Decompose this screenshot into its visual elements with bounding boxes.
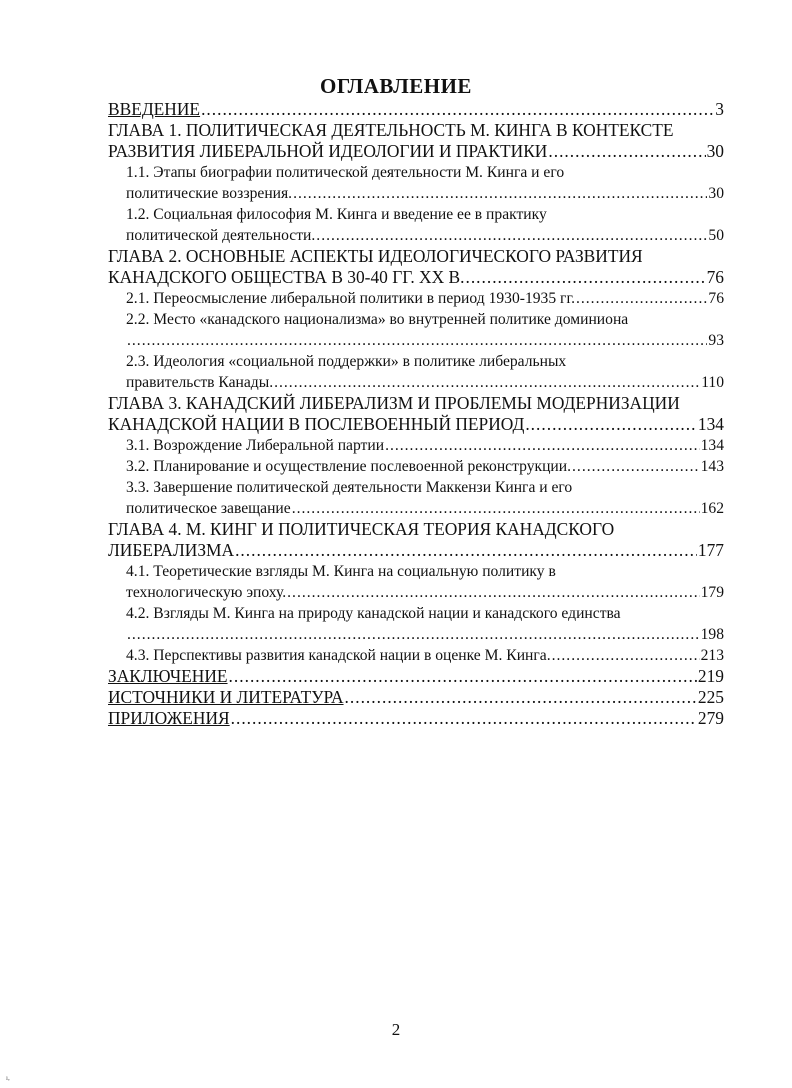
dot-leader [316, 225, 707, 246]
toc-page-number: 162 [700, 500, 724, 517]
toc-entry-title-continued: политические воззрения. [126, 185, 293, 202]
dot-leader [229, 666, 697, 687]
toc-entry-sources[interactable] [108, 687, 724, 708]
toc-line [108, 267, 724, 288]
toc-line [126, 582, 724, 603]
toc-entry-title: ГЛАВА 3. КАНАДСКИЙ ЛИБЕРАЛИЗМ И ПРОБЛЕМЫ МОДЕРНИЗАЦИИ [108, 393, 680, 413]
toc-page-number: 50 [708, 227, 724, 244]
toc-entry-title: 2.2. Место «канадского национализма» во внутренней политике доминиона [126, 311, 629, 328]
toc-line [108, 393, 724, 414]
toc-entry-chapter-3[interactable] [108, 393, 724, 435]
scan-artifact-mark: ı, [6, 1074, 10, 1082]
toc-line [126, 351, 724, 372]
toc-entry-2-1[interactable] [126, 288, 724, 309]
toc-line [126, 456, 724, 477]
toc-line [108, 414, 724, 435]
toc-entry-title: ГЛАВА 4. М. КИНГ И ПОЛИТИЧЕСКАЯ ТЕОРИЯ КАНАДСКОГО [108, 519, 615, 539]
toc-entry-4-3[interactable] [126, 645, 724, 666]
toc-page-number: 30 [708, 185, 724, 202]
dot-leader [345, 687, 697, 708]
dot-leader [287, 582, 699, 603]
toc-entry-4-2[interactable] [126, 603, 724, 645]
toc-line [108, 540, 724, 561]
toc-page-number: 198 [700, 626, 724, 643]
toc-entry-title-continued: технологическую эпоху. [126, 584, 287, 601]
toc-line [108, 99, 724, 120]
toc-line [126, 309, 724, 330]
toc-entry-1-1[interactable] [126, 162, 724, 204]
toc-line [126, 477, 724, 498]
toc-entry-title: 4.2. Взгляды М. Кинга на природу канадской нации и канадского единства [126, 605, 621, 622]
dot-leader [465, 267, 705, 288]
page-footer-number: 2 [391, 1020, 401, 1039]
toc-entry-title-continued: политическое завещание [126, 500, 291, 517]
toc-line [108, 246, 724, 267]
dot-leader [525, 414, 697, 435]
dot-leader [127, 624, 700, 645]
toc-page-number: 93 [708, 332, 724, 349]
toc-page-number: 134 [697, 414, 724, 434]
dot-leader [552, 645, 700, 666]
toc-entry-title: ВВЕДЕНИЕ [108, 99, 201, 119]
toc-line [108, 708, 724, 729]
toc-entry-title: 2.1. Переосмысление либеральной политики в период 1930-1935 гг. [126, 290, 575, 307]
toc-page-number: 76 [708, 290, 724, 307]
toc-entry-title: 3.3. Завершение политической деятельности Маккензи Кинга и его [126, 479, 573, 496]
toc-entry-title: ЗАКЛЮЧЕНИЕ [108, 666, 228, 686]
toc-entry-introduction[interactable] [108, 99, 724, 120]
toc-page-number: 179 [700, 584, 724, 601]
toc-line [126, 225, 724, 246]
toc-line [126, 603, 724, 624]
toc-line [126, 435, 724, 456]
toc-entry-chapter-4[interactable] [108, 519, 724, 561]
toc-page-number: 213 [700, 647, 724, 664]
dot-leader [292, 498, 700, 519]
toc-entry-chapter-2[interactable] [108, 246, 724, 288]
toc-entry-title-continued: КАНАДСКОГО ОБЩЕСТВА В 30-40 ГГ. XX В. [108, 267, 465, 287]
dot-leader [293, 183, 707, 204]
toc-line [108, 666, 724, 687]
toc-entry-2-2[interactable] [126, 309, 724, 351]
toc-page-number: 177 [697, 540, 724, 560]
toc-entry-title: 4.1. Теоретические взгляды М. Кинга на социальную политику в [126, 563, 556, 580]
dot-leader [235, 540, 697, 561]
toc-entry-3-1[interactable] [126, 435, 724, 456]
toc-entry-title: 3.1. Возрождение Либеральной партии [126, 437, 385, 454]
toc-line [108, 519, 724, 540]
toc-page-number: 110 [701, 374, 724, 391]
toc-entry-title-continued: правительств Канады. [126, 374, 274, 391]
toc-entry-title: 4.3. Перспективы развития канадской нации в оценке М. Кинга. [126, 647, 551, 664]
toc-entry-title: 1.2. Социальная философия М. Кинга и введение ее в практику [126, 206, 547, 223]
dot-leader [548, 141, 705, 162]
toc-entry-title: ГЛАВА 2. ОСНОВНЫЕ АСПЕКТЫ ИДЕОЛОГИЧЕСКОГО РАЗВИТИЯ [108, 246, 643, 266]
toc-entry-title-continued: ЛИБЕРАЛИЗМА [108, 540, 235, 560]
dot-leader [576, 288, 707, 309]
toc-line [126, 204, 724, 225]
toc-page-number: 279 [697, 708, 724, 728]
toc-entry-title: 3.2. Планирование и осуществление послевоенной реконструкции. [126, 458, 572, 475]
toc-line [126, 288, 724, 309]
toc-entry-title-continued: КАНАДСКОЙ НАЦИИ В ПОСЛЕВОЕННЫЙ ПЕРИОД [108, 414, 525, 434]
toc-entry-appendices[interactable] [108, 708, 724, 729]
toc-line [126, 645, 724, 666]
toc-entry-3-2[interactable] [126, 456, 724, 477]
dot-leader [231, 708, 697, 729]
page-title: ОГЛАВЛЕНИЕ [320, 74, 472, 98]
toc-page-number: 225 [697, 687, 724, 707]
toc-entry-title-continued: РАЗВИТИЯ ЛИБЕРАЛЬНОЙ ИДЕОЛОГИИ И ПРАКТИКИ [108, 141, 548, 161]
toc-page-number: 219 [697, 666, 724, 686]
toc-line [126, 183, 724, 204]
toc-entry-2-3[interactable] [126, 351, 724, 393]
toc-line [126, 624, 724, 645]
toc-line [108, 141, 724, 162]
dot-leader [385, 435, 700, 456]
toc-line [126, 498, 724, 519]
toc-entry-chapter-1[interactable] [108, 120, 724, 162]
toc-entry-conclusion[interactable] [108, 666, 724, 687]
toc-line [126, 330, 724, 351]
toc-page-number: 30 [706, 141, 724, 161]
dot-leader [274, 372, 700, 393]
toc-page-number: 76 [706, 267, 724, 287]
toc-line [108, 687, 724, 708]
toc-page-number: 134 [700, 437, 724, 454]
toc-line [126, 561, 724, 582]
toc-entry-3-3[interactable] [126, 477, 724, 519]
toc-line [126, 162, 724, 183]
toc-page-number: 143 [700, 458, 724, 475]
dot-leader [201, 99, 714, 120]
toc-line [126, 372, 724, 393]
dot-leader [572, 456, 700, 477]
toc-entry-4-1[interactable] [126, 561, 724, 603]
toc-page-number: 3 [715, 99, 724, 119]
toc-line [108, 120, 724, 141]
toc-entry-title-continued: политической деятельности. [126, 227, 316, 244]
toc-entry-title: 2.3. Идеология «социальной поддержки» в политике либеральных [126, 353, 567, 370]
toc-entry-title: ПРИЛОЖЕНИЯ [108, 708, 230, 728]
toc-entry-title: ИСТОЧНИКИ И ЛИТЕРАТУРА [108, 687, 344, 707]
table-of-contents [108, 99, 724, 729]
toc-entry-1-2[interactable] [126, 204, 724, 246]
toc-entry-title: 1.1. Этапы биографии политической деятельности М. Кинга и его [126, 164, 565, 181]
dot-leader [127, 330, 707, 351]
toc-entry-title: ГЛАВА 1. ПОЛИТИЧЕСКАЯ ДЕЯТЕЛЬНОСТЬ М. КИНГА В КОНТЕКСТЕ [108, 120, 674, 140]
